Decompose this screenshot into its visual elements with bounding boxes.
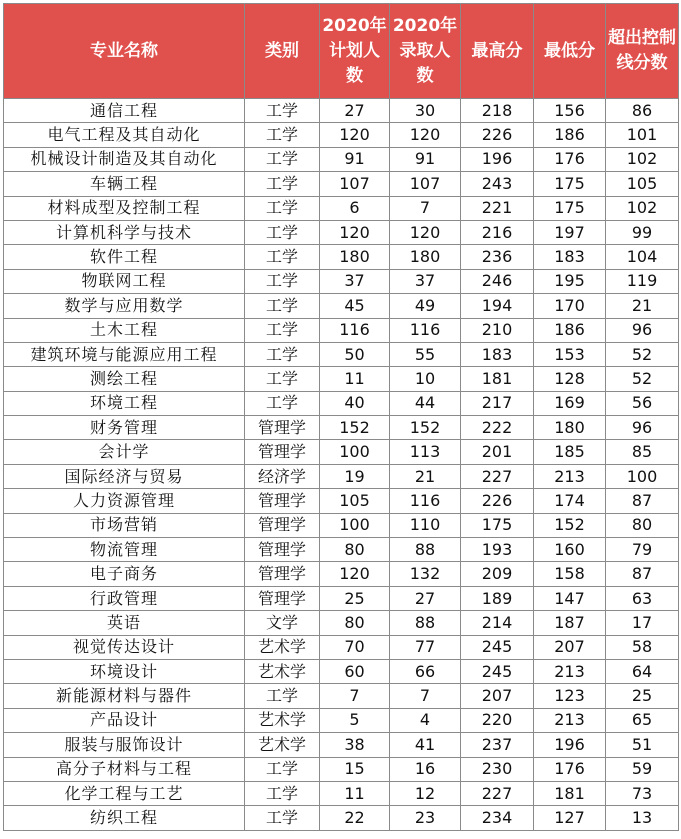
min-score-cell: 207	[534, 635, 606, 659]
max-score-cell: 220	[461, 708, 534, 732]
major-name-cell: 车辆工程	[4, 172, 245, 196]
planned-count-cell: 11	[320, 367, 390, 391]
table-row	[4, 123, 679, 147]
above-control-line-cell: 63	[606, 586, 679, 610]
planned-count-cell: 120	[320, 562, 390, 586]
max-score-cell: 245	[461, 635, 534, 659]
planned-count-cell: 100	[320, 513, 390, 537]
min-score-cell: 170	[534, 294, 606, 318]
table-row	[4, 464, 679, 488]
min-score-cell: 213	[534, 464, 606, 488]
min-score-cell: 181	[534, 781, 606, 805]
major-name-cell: 国际经济与贸易	[4, 464, 245, 488]
above-control-line-cell: 59	[606, 757, 679, 781]
max-score-cell: 227	[461, 464, 534, 488]
planned-count-cell: 107	[320, 172, 390, 196]
admitted-count-cell: 4	[390, 708, 461, 732]
max-score-cell: 183	[461, 342, 534, 366]
max-score-cell: 175	[461, 513, 534, 537]
header-row	[4, 4, 679, 99]
max-score-cell: 243	[461, 172, 534, 196]
admitted-count-cell: 120	[390, 220, 461, 244]
major-name-cell: 土木工程	[4, 318, 245, 342]
table-row	[4, 659, 679, 683]
category-cell: 工学	[245, 123, 320, 147]
header-category: 类别	[245, 4, 320, 99]
admitted-count-cell: 113	[390, 440, 461, 464]
above-control-line-cell: 79	[606, 538, 679, 562]
header-planned-count: 2020年计划人数	[320, 4, 390, 99]
max-score-cell: 214	[461, 611, 534, 635]
table-row	[4, 708, 679, 732]
table-row	[4, 562, 679, 586]
table-row	[4, 489, 679, 513]
category-cell: 管理学	[245, 586, 320, 610]
major-name-cell: 市场营销	[4, 513, 245, 537]
above-control-line-cell: 99	[606, 220, 679, 244]
table-row	[4, 440, 679, 464]
min-score-cell: 156	[534, 99, 606, 123]
max-score-cell: 216	[461, 220, 534, 244]
planned-count-cell: 80	[320, 538, 390, 562]
above-control-line-cell: 104	[606, 245, 679, 269]
admitted-count-cell: 27	[390, 586, 461, 610]
min-score-cell: 186	[534, 123, 606, 147]
admitted-count-cell: 16	[390, 757, 461, 781]
max-score-cell: 234	[461, 806, 534, 830]
above-control-line-cell: 13	[606, 806, 679, 830]
major-name-cell: 视觉传达设计	[4, 635, 245, 659]
max-score-cell: 209	[461, 562, 534, 586]
category-cell: 工学	[245, 391, 320, 415]
category-cell: 工学	[245, 757, 320, 781]
admission-table-container	[3, 3, 678, 831]
category-cell: 管理学	[245, 489, 320, 513]
above-control-line-cell: 17	[606, 611, 679, 635]
category-cell: 工学	[245, 220, 320, 244]
category-cell: 工学	[245, 269, 320, 293]
planned-count-cell: 105	[320, 489, 390, 513]
table-row	[4, 367, 679, 391]
header-above-control-line: 超出控制线分数	[606, 4, 679, 99]
major-name-cell: 物联网工程	[4, 269, 245, 293]
planned-count-cell: 120	[320, 220, 390, 244]
min-score-cell: 186	[534, 318, 606, 342]
above-control-line-cell: 86	[606, 99, 679, 123]
max-score-cell: 201	[461, 440, 534, 464]
planned-count-cell: 5	[320, 708, 390, 732]
min-score-cell: 185	[534, 440, 606, 464]
planned-count-cell: 100	[320, 440, 390, 464]
admitted-count-cell: 91	[390, 147, 461, 171]
category-cell: 工学	[245, 99, 320, 123]
table-row	[4, 586, 679, 610]
table-row	[4, 196, 679, 220]
max-score-cell: 237	[461, 733, 534, 757]
admitted-count-cell: 88	[390, 611, 461, 635]
planned-count-cell: 25	[320, 586, 390, 610]
min-score-cell: 187	[534, 611, 606, 635]
category-cell: 工学	[245, 781, 320, 805]
max-score-cell: 236	[461, 245, 534, 269]
planned-count-cell: 27	[320, 99, 390, 123]
admitted-count-cell: 10	[390, 367, 461, 391]
max-score-cell: 181	[461, 367, 534, 391]
table-row	[4, 635, 679, 659]
admitted-count-cell: 66	[390, 659, 461, 683]
min-score-cell: 176	[534, 757, 606, 781]
above-control-line-cell: 87	[606, 562, 679, 586]
planned-count-cell: 120	[320, 123, 390, 147]
table-row	[4, 611, 679, 635]
above-control-line-cell: 119	[606, 269, 679, 293]
category-cell: 工学	[245, 684, 320, 708]
above-control-line-cell: 65	[606, 708, 679, 732]
admitted-count-cell: 132	[390, 562, 461, 586]
major-name-cell: 电气工程及其自动化	[4, 123, 245, 147]
table-row	[4, 757, 679, 781]
min-score-cell: 175	[534, 172, 606, 196]
major-name-cell: 纺织工程	[4, 806, 245, 830]
table-row	[4, 147, 679, 171]
planned-count-cell: 6	[320, 196, 390, 220]
major-name-cell: 服装与服饰设计	[4, 733, 245, 757]
category-cell: 工学	[245, 196, 320, 220]
major-name-cell: 产品设计	[4, 708, 245, 732]
planned-count-cell: 38	[320, 733, 390, 757]
header-major-name: 专业名称	[4, 4, 245, 99]
planned-count-cell: 70	[320, 635, 390, 659]
max-score-cell: 221	[461, 196, 534, 220]
admitted-count-cell: 7	[390, 196, 461, 220]
table-row	[4, 172, 679, 196]
category-cell: 艺术学	[245, 659, 320, 683]
above-control-line-cell: 102	[606, 196, 679, 220]
category-cell: 经济学	[245, 464, 320, 488]
admitted-count-cell: 152	[390, 416, 461, 440]
table-row	[4, 733, 679, 757]
major-name-cell: 会计学	[4, 440, 245, 464]
above-control-line-cell: 105	[606, 172, 679, 196]
min-score-cell: 195	[534, 269, 606, 293]
planned-count-cell: 7	[320, 684, 390, 708]
major-name-cell: 计算机科学与技术	[4, 220, 245, 244]
major-name-cell: 高分子材料与工程	[4, 757, 245, 781]
category-cell: 工学	[245, 806, 320, 830]
major-name-cell: 行政管理	[4, 586, 245, 610]
major-name-cell: 化学工程与工艺	[4, 781, 245, 805]
planned-count-cell: 11	[320, 781, 390, 805]
admitted-count-cell: 12	[390, 781, 461, 805]
max-score-cell: 194	[461, 294, 534, 318]
min-score-cell: 169	[534, 391, 606, 415]
min-score-cell: 174	[534, 489, 606, 513]
max-score-cell: 196	[461, 147, 534, 171]
min-score-cell: 213	[534, 659, 606, 683]
category-cell: 管理学	[245, 513, 320, 537]
above-control-line-cell: 64	[606, 659, 679, 683]
max-score-cell: 222	[461, 416, 534, 440]
table-row	[4, 318, 679, 342]
table-body	[4, 99, 679, 831]
category-cell: 工学	[245, 318, 320, 342]
major-name-cell: 新能源材料与器件	[4, 684, 245, 708]
admitted-count-cell: 77	[390, 635, 461, 659]
min-score-cell: 180	[534, 416, 606, 440]
max-score-cell: 217	[461, 391, 534, 415]
above-control-line-cell: 101	[606, 123, 679, 147]
above-control-line-cell: 80	[606, 513, 679, 537]
min-score-cell: 128	[534, 367, 606, 391]
admitted-count-cell: 55	[390, 342, 461, 366]
header-admitted-count: 2020年录取人数	[390, 4, 461, 99]
major-name-cell: 财务管理	[4, 416, 245, 440]
min-score-cell: 158	[534, 562, 606, 586]
category-cell: 管理学	[245, 440, 320, 464]
planned-count-cell: 116	[320, 318, 390, 342]
min-score-cell: 123	[534, 684, 606, 708]
table-row	[4, 684, 679, 708]
planned-count-cell: 22	[320, 806, 390, 830]
table-row	[4, 342, 679, 366]
min-score-cell: 196	[534, 733, 606, 757]
category-cell: 工学	[245, 245, 320, 269]
major-name-cell: 通信工程	[4, 99, 245, 123]
above-control-line-cell: 52	[606, 342, 679, 366]
major-name-cell: 材料成型及控制工程	[4, 196, 245, 220]
header-max-score: 最高分	[461, 4, 534, 99]
admitted-count-cell: 21	[390, 464, 461, 488]
min-score-cell: 197	[534, 220, 606, 244]
max-score-cell: 218	[461, 99, 534, 123]
table-row	[4, 806, 679, 830]
major-name-cell: 软件工程	[4, 245, 245, 269]
category-cell: 艺术学	[245, 708, 320, 732]
above-control-line-cell: 85	[606, 440, 679, 464]
admitted-count-cell: 107	[390, 172, 461, 196]
admitted-count-cell: 116	[390, 489, 461, 513]
table-row	[4, 781, 679, 805]
admitted-count-cell: 180	[390, 245, 461, 269]
table-row	[4, 245, 679, 269]
above-control-line-cell: 52	[606, 367, 679, 391]
table-row	[4, 513, 679, 537]
min-score-cell: 153	[534, 342, 606, 366]
above-control-line-cell: 96	[606, 318, 679, 342]
table-row	[4, 269, 679, 293]
planned-count-cell: 50	[320, 342, 390, 366]
planned-count-cell: 40	[320, 391, 390, 415]
major-name-cell: 物流管理	[4, 538, 245, 562]
max-score-cell: 207	[461, 684, 534, 708]
table-row	[4, 99, 679, 123]
category-cell: 管理学	[245, 538, 320, 562]
admitted-count-cell: 37	[390, 269, 461, 293]
max-score-cell: 210	[461, 318, 534, 342]
admitted-count-cell: 110	[390, 513, 461, 537]
above-control-line-cell: 100	[606, 464, 679, 488]
admitted-count-cell: 7	[390, 684, 461, 708]
planned-count-cell: 91	[320, 147, 390, 171]
max-score-cell: 189	[461, 586, 534, 610]
planned-count-cell: 60	[320, 659, 390, 683]
category-cell: 工学	[245, 172, 320, 196]
above-control-line-cell: 25	[606, 684, 679, 708]
planned-count-cell: 19	[320, 464, 390, 488]
admitted-count-cell: 23	[390, 806, 461, 830]
major-name-cell: 数学与应用数学	[4, 294, 245, 318]
min-score-cell: 183	[534, 245, 606, 269]
min-score-cell: 176	[534, 147, 606, 171]
category-cell: 工学	[245, 294, 320, 318]
max-score-cell: 193	[461, 538, 534, 562]
admitted-count-cell: 116	[390, 318, 461, 342]
table-header	[4, 4, 679, 99]
max-score-cell: 227	[461, 781, 534, 805]
min-score-cell: 175	[534, 196, 606, 220]
min-score-cell: 213	[534, 708, 606, 732]
above-control-line-cell: 56	[606, 391, 679, 415]
min-score-cell: 127	[534, 806, 606, 830]
major-name-cell: 机械设计制造及其自动化	[4, 147, 245, 171]
min-score-cell: 152	[534, 513, 606, 537]
planned-count-cell: 15	[320, 757, 390, 781]
above-control-line-cell: 58	[606, 635, 679, 659]
major-name-cell: 英语	[4, 611, 245, 635]
table-row	[4, 391, 679, 415]
table-row	[4, 538, 679, 562]
major-name-cell: 人力资源管理	[4, 489, 245, 513]
category-cell: 管理学	[245, 562, 320, 586]
admitted-count-cell: 44	[390, 391, 461, 415]
planned-count-cell: 37	[320, 269, 390, 293]
header-min-score: 最低分	[534, 4, 606, 99]
category-cell: 工学	[245, 147, 320, 171]
admitted-count-cell: 120	[390, 123, 461, 147]
category-cell: 艺术学	[245, 635, 320, 659]
admitted-count-cell: 30	[390, 99, 461, 123]
max-score-cell: 226	[461, 489, 534, 513]
admitted-count-cell: 49	[390, 294, 461, 318]
above-control-line-cell: 73	[606, 781, 679, 805]
table-row	[4, 220, 679, 244]
above-control-line-cell: 102	[606, 147, 679, 171]
max-score-cell: 246	[461, 269, 534, 293]
planned-count-cell: 80	[320, 611, 390, 635]
major-name-cell: 环境设计	[4, 659, 245, 683]
above-control-line-cell: 87	[606, 489, 679, 513]
planned-count-cell: 180	[320, 245, 390, 269]
category-cell: 工学	[245, 342, 320, 366]
min-score-cell: 147	[534, 586, 606, 610]
admitted-count-cell: 41	[390, 733, 461, 757]
admission-table	[3, 3, 679, 831]
major-name-cell: 环境工程	[4, 391, 245, 415]
max-score-cell: 245	[461, 659, 534, 683]
max-score-cell: 226	[461, 123, 534, 147]
above-control-line-cell: 96	[606, 416, 679, 440]
major-name-cell: 测绘工程	[4, 367, 245, 391]
category-cell: 管理学	[245, 416, 320, 440]
min-score-cell: 160	[534, 538, 606, 562]
category-cell: 艺术学	[245, 733, 320, 757]
table-row	[4, 416, 679, 440]
max-score-cell: 230	[461, 757, 534, 781]
planned-count-cell: 152	[320, 416, 390, 440]
major-name-cell: 建筑环境与能源应用工程	[4, 342, 245, 366]
above-control-line-cell: 51	[606, 733, 679, 757]
above-control-line-cell: 21	[606, 294, 679, 318]
category-cell: 工学	[245, 367, 320, 391]
category-cell: 文学	[245, 611, 320, 635]
table-row	[4, 294, 679, 318]
admitted-count-cell: 88	[390, 538, 461, 562]
planned-count-cell: 45	[320, 294, 390, 318]
major-name-cell: 电子商务	[4, 562, 245, 586]
